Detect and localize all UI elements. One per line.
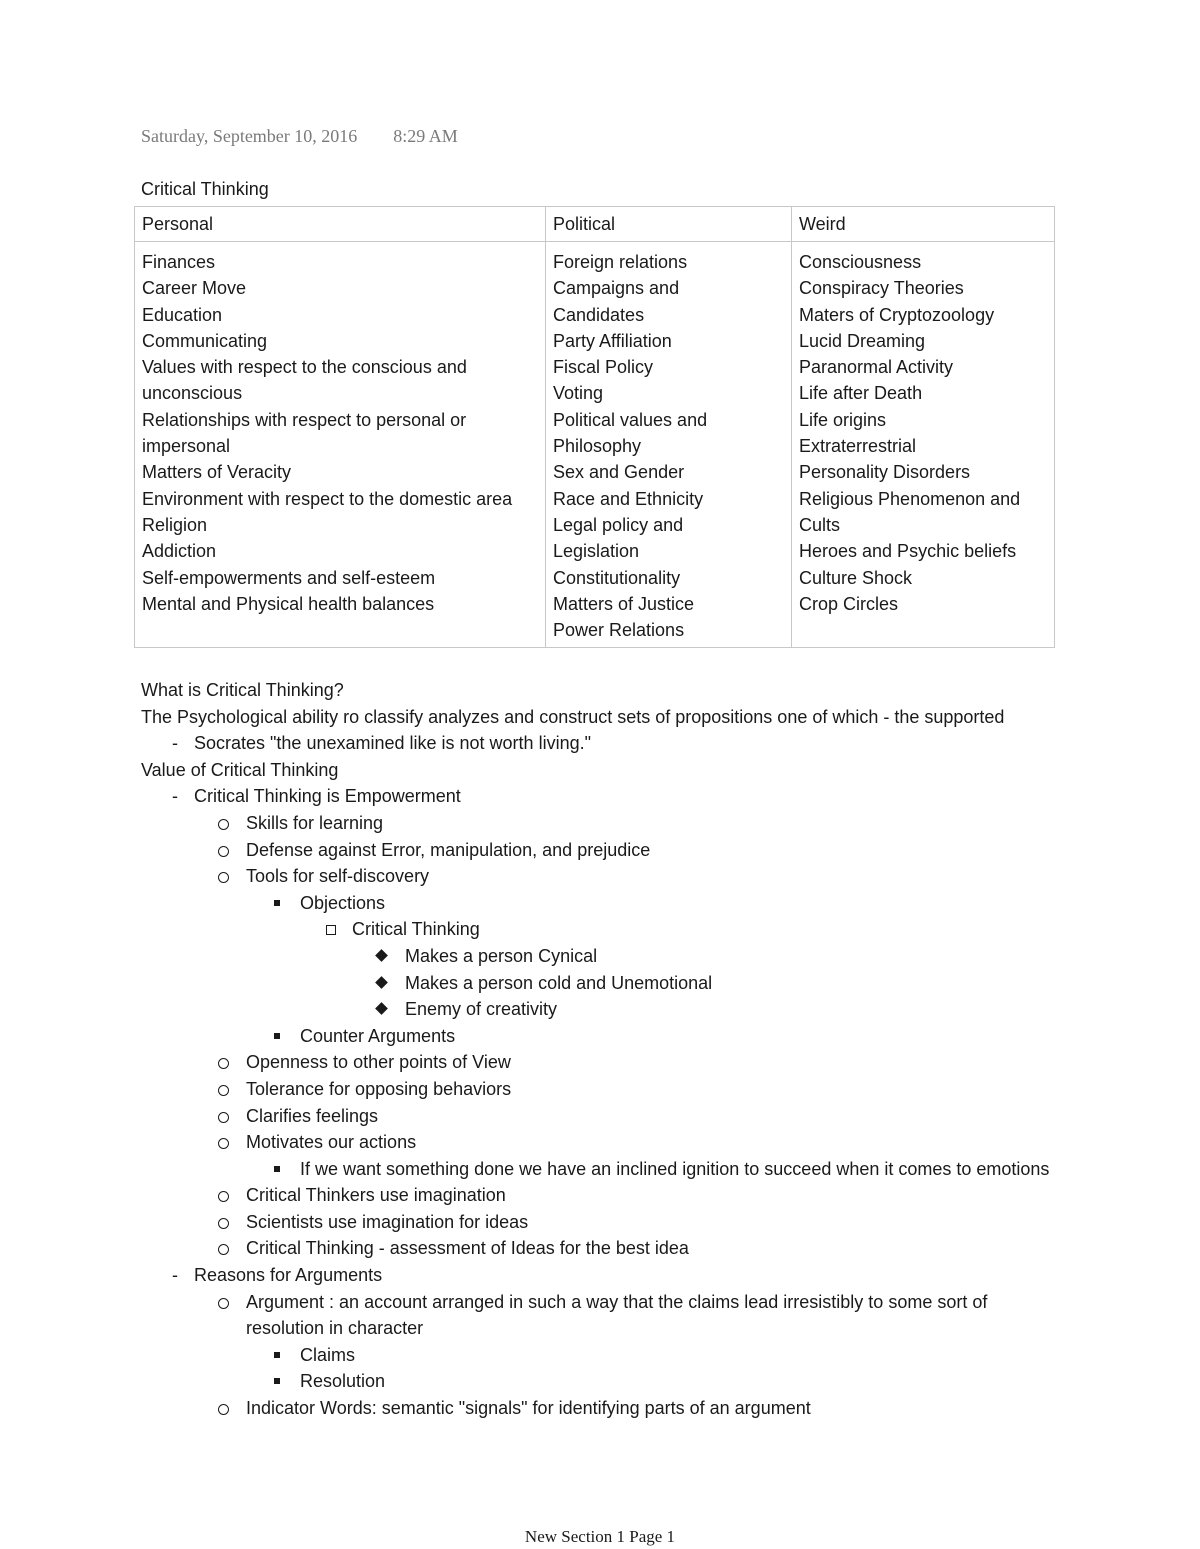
- diamond-bullet-icon: [375, 949, 388, 962]
- list-item: [141, 810, 1056, 837]
- topics-table: [134, 206, 1055, 648]
- list-item: Religious Phenomenon and: [799, 488, 1021, 509]
- list-item-label: Makes a person Cynical: [405, 945, 598, 966]
- list-item-label: Openness to other points of View: [246, 1052, 511, 1073]
- list-item: [141, 1129, 1056, 1156]
- list-item: [141, 1049, 1056, 1076]
- circle-bullet-icon: [218, 1058, 229, 1069]
- circle-bullet-icon: [218, 1404, 229, 1415]
- list-item-label: Indicator Words: semantic "signals" for identifying parts of an argument: [246, 1398, 811, 1419]
- personal-cell: [135, 242, 546, 648]
- list-item: Power Relations: [553, 620, 685, 641]
- dash-bullet: -: [172, 786, 178, 807]
- list-item-label: Critical Thinking: [352, 919, 480, 940]
- circle-bullet-icon: [218, 1218, 229, 1229]
- list-item: Personality Disorders: [799, 462, 971, 483]
- list-item: Finances: [142, 252, 216, 272]
- column-header-weird: Weird: [792, 207, 1055, 242]
- list-item-label: Makes a person cold and Unemotional: [405, 972, 713, 993]
- list-item-label: Socrates "the unexamined like is not worth living.": [194, 733, 591, 754]
- square-bullet-icon: [274, 1166, 280, 1172]
- list-item: [141, 1209, 1056, 1236]
- list-item: [141, 1076, 1056, 1103]
- table-header-row: [135, 207, 1055, 242]
- list-item: Heroes and Psychic beliefs: [799, 541, 1017, 562]
- list-item: Constitutionality: [553, 567, 681, 588]
- list-item: Lucid Dreaming: [799, 330, 926, 351]
- page-title: Critical Thinking: [141, 179, 269, 199]
- list-item: [141, 1182, 1056, 1209]
- column-header-personal: Personal: [135, 207, 546, 242]
- list-item: Religion: [142, 514, 208, 535]
- list-item: Consciousness: [799, 252, 922, 272]
- circle-bullet-icon: [218, 1085, 229, 1096]
- weird-cell: [792, 242, 1055, 648]
- list-item: Values with respect to the conscious and unconscious: [142, 357, 467, 404]
- list-item: Race and Ethnicity: [553, 488, 704, 509]
- list-item-label: Tolerance for opposing behaviors: [246, 1078, 512, 1099]
- list-item: [141, 996, 1056, 1023]
- list-item-label: Critical Thinking - assessment of Ideas for the best idea: [246, 1238, 689, 1259]
- political-cell: [546, 242, 792, 648]
- list-item: [141, 1156, 1056, 1183]
- list-item: Career Move: [142, 278, 247, 299]
- list-item: [141, 1235, 1056, 1262]
- list-item-label: Tools for self-discovery: [246, 866, 430, 887]
- list-item: Philosophy: [553, 436, 642, 457]
- list-item: [141, 943, 1056, 970]
- question-heading: What is Critical Thinking?: [141, 680, 344, 700]
- circle-bullet-icon: [218, 1244, 229, 1255]
- list-item: [141, 916, 1056, 943]
- list-item: Legislation: [553, 541, 640, 562]
- table-row: [135, 242, 1055, 648]
- list-item: Party Affiliation: [553, 330, 672, 351]
- square-bullet-icon: [274, 1033, 280, 1039]
- list-item-label: Claims: [300, 1344, 356, 1365]
- list-item: Environment with respect to the domestic area: [142, 488, 513, 509]
- list-item: [141, 1262, 1056, 1289]
- list-item: Fiscal Policy: [553, 357, 654, 378]
- list-item: Education: [142, 304, 223, 325]
- list-item: Paranormal Activity: [799, 357, 954, 378]
- list-item: Matters of Justice: [553, 593, 695, 614]
- list-item-label: Motivates our actions: [246, 1132, 417, 1153]
- list-item: Extraterrestrial: [799, 436, 917, 457]
- square-bullet-icon: [274, 1378, 280, 1384]
- dash-bullet: -: [172, 1265, 178, 1286]
- list-item: Voting: [553, 383, 604, 404]
- list-item: Campaigns and: [553, 278, 680, 299]
- note-datetime: [141, 126, 458, 147]
- list-item-label: Argument : an account arranged in such a way that the claims lead irresistibly to some sort of resolution in character: [246, 1291, 988, 1339]
- list-item: [141, 1342, 1056, 1369]
- list-item: Crop Circles: [799, 593, 899, 614]
- list-item: Sex and Gender: [553, 462, 685, 483]
- hollow-square-bullet-icon: [326, 925, 336, 935]
- page-footer: New Section 1 Page 1: [524, 1527, 676, 1546]
- list-item-label: Clarifies feelings: [246, 1105, 379, 1126]
- list-item-label: If we want something done we have an inclined ignition to succeed when it comes to emotions: [300, 1158, 1050, 1179]
- list-item: [141, 890, 1056, 917]
- list-item: [141, 1289, 1056, 1342]
- list-item: Matters of Veracity: [142, 462, 292, 483]
- list-item-label: Critical Thinking is Empowerment: [194, 786, 461, 807]
- outline-list: [141, 730, 1056, 757]
- list-item-label: Objections: [300, 892, 386, 913]
- list-item: Legal policy and: [553, 514, 684, 535]
- list-item: Conspiracy Theories: [799, 278, 964, 299]
- list-item-label: Counter Arguments: [300, 1025, 456, 1046]
- circle-bullet-icon: [218, 1138, 229, 1149]
- list-item: Candidates: [553, 304, 645, 325]
- circle-bullet-icon: [218, 1298, 229, 1309]
- list-item: Relationships with respect to personal or impersonal: [142, 409, 467, 457]
- list-item: Culture Shock: [799, 567, 913, 588]
- list-item-label: Reasons for Arguments: [194, 1265, 383, 1286]
- list-item: Mental and Physical health balances: [142, 593, 435, 614]
- list-item: [141, 863, 1056, 890]
- circle-bullet-icon: [218, 819, 229, 830]
- circle-bullet-icon: [218, 1112, 229, 1123]
- list-item: [141, 970, 1056, 997]
- list-item: [141, 1368, 1056, 1395]
- list-item: Maters of Cryptozoology: [799, 304, 995, 325]
- list-item: Life after Death: [799, 383, 923, 404]
- note-date: Saturday, September 10, 2016: [141, 126, 358, 146]
- list-item-label: Critical Thinkers use imagination: [246, 1185, 506, 1206]
- definition-text: The Psychological ability ro classify analyzes and construct sets of propositions one of which - the supported: [141, 706, 1005, 727]
- list-item: Foreign relations: [553, 252, 688, 272]
- list-item: [141, 730, 1056, 757]
- circle-bullet-icon: [218, 846, 229, 857]
- list-item: Self-empowerments and self-esteem: [142, 567, 436, 588]
- notes-body: [141, 677, 1056, 1422]
- list-item: [141, 1395, 1056, 1422]
- list-item: [141, 1103, 1056, 1130]
- list-item: Political values and: [553, 409, 708, 430]
- list-item-label: Resolution: [300, 1371, 386, 1392]
- list-item-label: Scientists use imagination for ideas: [246, 1211, 529, 1232]
- diamond-bullet-icon: [375, 976, 388, 989]
- outline-list: [141, 783, 1056, 1421]
- list-item: Addiction: [142, 541, 217, 562]
- list-item-label: Defense against Error, manipulation, and prejudice: [246, 839, 651, 860]
- list-item: Cults: [799, 514, 841, 535]
- square-bullet-icon: [274, 1352, 280, 1358]
- list-item: [141, 837, 1056, 864]
- square-bullet-icon: [274, 900, 280, 906]
- list-item-label: Enemy of creativity: [405, 999, 558, 1020]
- list-item: [141, 783, 1056, 810]
- diamond-bullet-icon: [375, 1002, 388, 1015]
- list-item: Life origins: [799, 409, 887, 430]
- column-header-political: Political: [546, 207, 792, 242]
- dash-bullet: -: [172, 733, 178, 754]
- list-item-label: Skills for learning: [246, 812, 384, 833]
- circle-bullet-icon: [218, 872, 229, 883]
- note-time: 8:29 AM: [393, 126, 458, 146]
- section-heading: Value of Critical Thinking: [141, 759, 339, 780]
- list-item: [141, 1023, 1056, 1050]
- circle-bullet-icon: [218, 1191, 229, 1202]
- list-item: Communicating: [142, 330, 268, 351]
